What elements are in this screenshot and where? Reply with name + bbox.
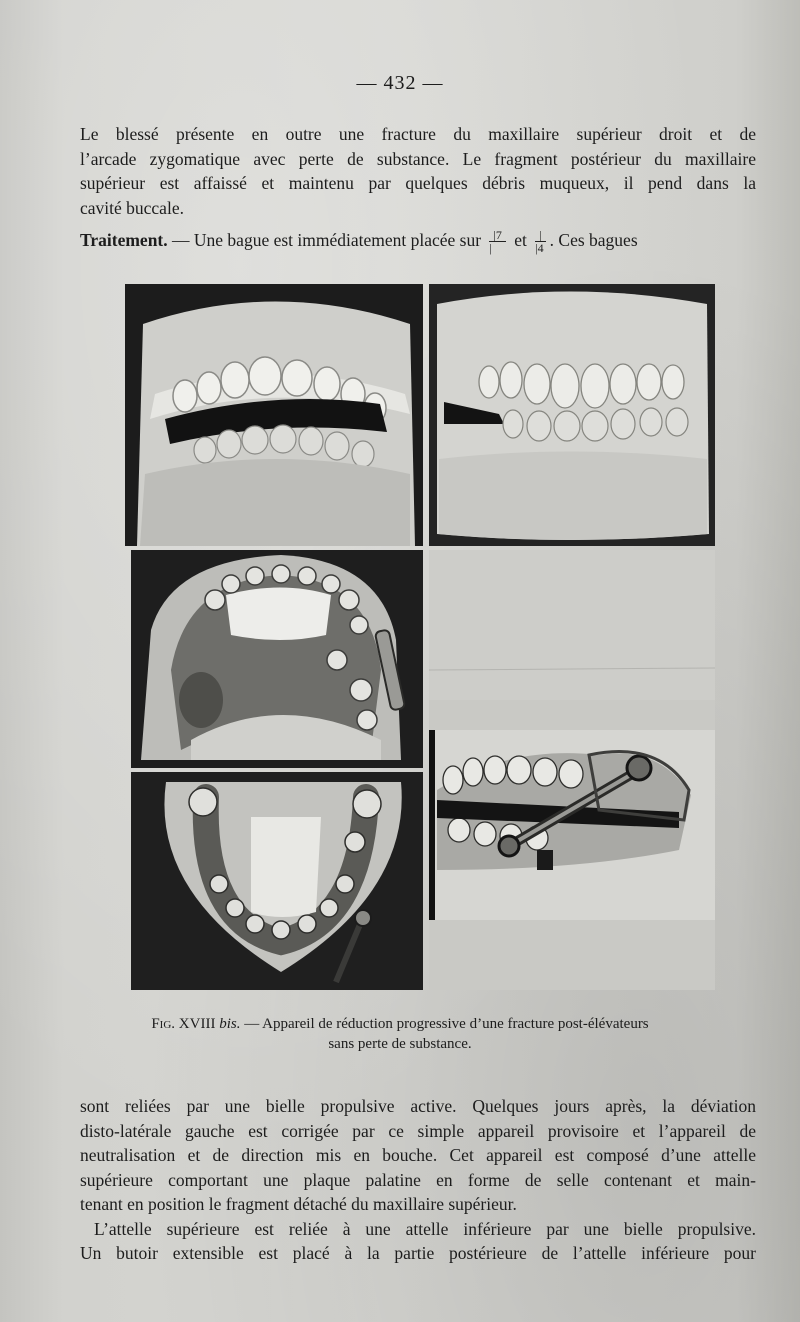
- text-line: Le blessé présente en outre une fracture du maxillaire supérieur droit et de: [80, 124, 756, 144]
- figure-label-suffix: bis.: [219, 1016, 241, 1032]
- text-line: L’attelle supérieure est reliée à une attelle inférieure par une bielle propulsive.: [94, 1218, 756, 1239]
- treatment-text: — Une bague est immédiatement placée sur: [167, 230, 482, 250]
- figure-label: Fig. XVIII: [151, 1016, 216, 1032]
- treatment-paragraph: [80, 228, 756, 254]
- connector-text: et: [514, 230, 527, 250]
- page-number: — 432 —: [356, 72, 444, 94]
- tooth-fraction: $\frac{|}{|4}$: [535, 228, 544, 256]
- text-line: neutralisation et de direction mis en bouche. Cet appareil est composé d’une attelle: [80, 1145, 756, 1165]
- text-line: cavité buccale.: [80, 197, 184, 218]
- text-line: l’arcade zygomatique avec perte de substance. Le fragment postérieur du maxillaire: [80, 148, 756, 169]
- photo-lower-splint: [131, 772, 423, 990]
- photo-appliance-side: [429, 550, 715, 990]
- figure-plate: [125, 284, 715, 990]
- text-line: sont reliées par une bielle propulsive active. Quelques jours après, la déviation: [80, 1096, 756, 1116]
- treatment-text-end: . Ces bagues: [549, 230, 638, 250]
- text-line: Un butoir extensible est placé à la partie postérieure de l’attelle inférieure pour: [80, 1243, 756, 1263]
- body-paragraph: [80, 1094, 756, 1266]
- text-line: supérieure comportant une plaque palatine en forme de selle contenant et main-: [80, 1169, 756, 1190]
- text-line: tenant en position le fragment détaché du maxillaire supérieur.: [80, 1194, 517, 1214]
- intro-paragraph: [80, 122, 756, 220]
- treatment-label: Traitement.: [80, 230, 168, 250]
- text-line: disto-latérale gauche est corrigée par ce simple appareil provisoire et l’appareil de: [80, 1120, 756, 1141]
- photo-cast-front-closed: [429, 284, 715, 546]
- tooth-fraction: $\frac{|7}{|}$: [489, 229, 505, 254]
- caption-line-2: sans perte de substance.: [328, 1036, 472, 1052]
- text-line: supérieur est affaissé et maintenu par quelques débris muqueux, il pend dans la: [80, 173, 756, 193]
- figure-caption: [0, 1014, 800, 1054]
- caption-line-1: — Appareil de réduction progressive d’une fracture post-élévateurs: [240, 1016, 649, 1032]
- photo-upper-splint: [131, 550, 423, 768]
- photo-cast-front-open: [125, 284, 423, 546]
